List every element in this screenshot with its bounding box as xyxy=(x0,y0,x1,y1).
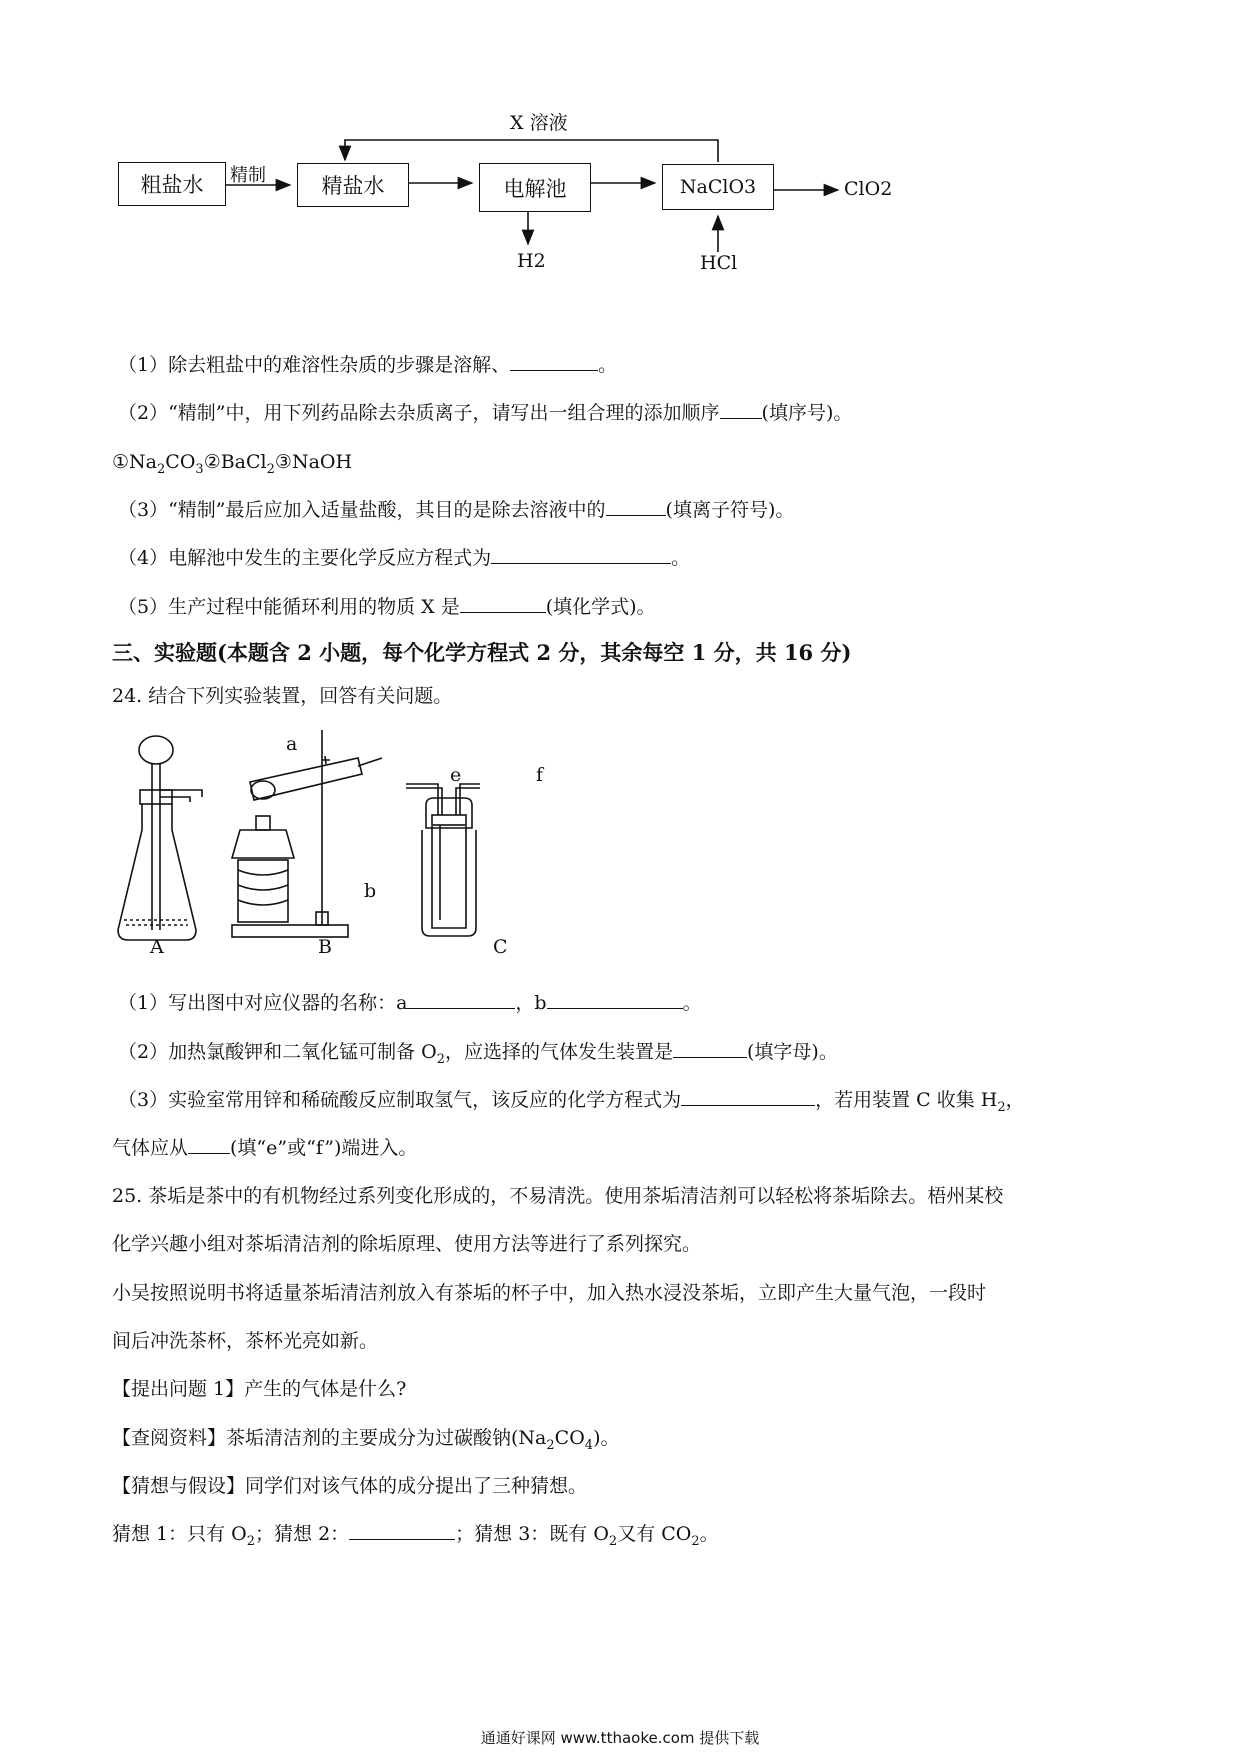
q23-2: （2）“精制”中，用下列药品除去杂质离子，请写出一组合理的添加顺序 (填序号)。 xyxy=(118,402,853,424)
answer-blank[interactable] xyxy=(188,1135,230,1154)
section-heading: 三、实验题(本题含 2 小题，每个化学方程式 2 分，其余每空 1 分，共 16 分) xyxy=(112,640,852,665)
label-b: b xyxy=(364,880,377,902)
apparatus-a xyxy=(118,736,202,940)
recycle-label: X 溶液 xyxy=(510,112,568,134)
answer-blank[interactable] xyxy=(510,352,598,371)
q23-5: （5）生产过程中能循环利用的物质 X 是 (填化学式)。 xyxy=(118,596,656,618)
answer-blank[interactable] xyxy=(720,400,762,419)
naclo3-box xyxy=(662,164,774,210)
q25-p8: 猜想 1：只有 $O_2$；猜想 2： ；猜想 3：既有 $O_2$又有 $CO_2$。 xyxy=(112,1523,719,1549)
q23-3: （3）“精制”最后应加入适量盐酸，其目的是除去溶液中的 (填离子符号)。 xyxy=(118,499,795,521)
q25-p3: 小吴按照说明书将适量茶垢清洁剂放入有茶垢的杯子中，加入热水浸没茶垢，立即产生大量气泡，一段时 xyxy=(112,1282,987,1304)
hcl-label: HCl xyxy=(700,252,738,274)
q25-p1: 25. 茶垢是茶中的有机物经过系列变化形成的，不易清洗。使用茶垢清洁剂可以轻松将茶垢除去。梧州某校 xyxy=(112,1185,1004,1207)
apparatus-c xyxy=(406,784,480,936)
h2-label: H2 xyxy=(517,250,546,272)
clo2-product xyxy=(844,178,892,200)
naclo3-label: NaClO3 xyxy=(679,176,757,198)
answer-blank[interactable] xyxy=(673,1039,747,1058)
q24-1: （1）写出图中对应仪器的名称：a ，b 。 xyxy=(118,992,702,1014)
apparatus-b xyxy=(232,730,382,937)
answer-blank[interactable] xyxy=(460,594,546,613)
q23-4: （4）电解池中发生的主要化学反应方程式为 。 xyxy=(118,547,691,569)
q25-p5: 【提出问题 1】产生的气体是什么? xyxy=(112,1378,407,1400)
answer-blank[interactable] xyxy=(407,990,515,1009)
q23-1: （1）除去粗盐中的难溶性杂质的步骤是溶解、 。 xyxy=(118,354,618,376)
electrolysis-cell-box: 电解池 xyxy=(479,163,591,212)
answer-blank[interactable] xyxy=(606,497,666,516)
q24-intro: 24. 结合下列实验装置，回答有关问题。 xyxy=(112,685,453,707)
q25-p7: 【猜想与假设】同学们对该气体的成分提出了三种猜想。 xyxy=(112,1475,588,1497)
answer-blank[interactable] xyxy=(491,545,671,564)
q25-p4: 间后冲洗茶杯，茶杯光亮如新。 xyxy=(112,1330,379,1352)
q23-reagents: $①Na_2CO_3②BaCl_2③NaOH$ xyxy=(112,451,353,477)
label-e: e xyxy=(450,764,462,786)
q24-3: （3）实验室常用锌和稀硫酸反应制取氢气，该反应的化学方程式为 ，若用装置 C 收集 $H_2$， xyxy=(118,1089,1025,1115)
q24-2: （2）加热氯酸钾和二氧化锰可制备 $O_2$，应选择的气体发生装置是 (填字母)。 xyxy=(118,1041,838,1067)
pure-brine-box: 精盐水 xyxy=(297,163,409,207)
label-C: C xyxy=(493,936,508,958)
label-a: a xyxy=(286,733,298,755)
answer-blank[interactable] xyxy=(349,1521,455,1540)
clo2-text: ClO2 xyxy=(844,178,893,200)
answer-blank[interactable] xyxy=(681,1087,815,1106)
label-f: f xyxy=(536,764,544,786)
flow-arrows xyxy=(0,0,1240,290)
apparatus-drawings xyxy=(100,730,560,960)
q25-p6: 【查阅资料】茶垢清洁剂的主要成分为过碳酸钠$(Na_2CO_4)$。 xyxy=(112,1427,620,1453)
recycle-arrow xyxy=(345,140,718,162)
label-B: B xyxy=(318,936,332,958)
answer-blank[interactable] xyxy=(547,990,683,1009)
page-footer: 通通好课网 www.tthaoke.com 提供下载 xyxy=(480,1729,760,1747)
crude-brine-box: 粗盐水 xyxy=(118,162,226,206)
refine-label: 精制 xyxy=(230,165,266,186)
q24-3-cont: 气体应从 (填“e”或“f”)端进入。 xyxy=(112,1137,418,1159)
label-A: A xyxy=(150,936,164,958)
q25-p2: 化学兴趣小组对茶垢清洁剂的除垢原理、使用方法等进行了系列探究。 xyxy=(112,1233,702,1255)
